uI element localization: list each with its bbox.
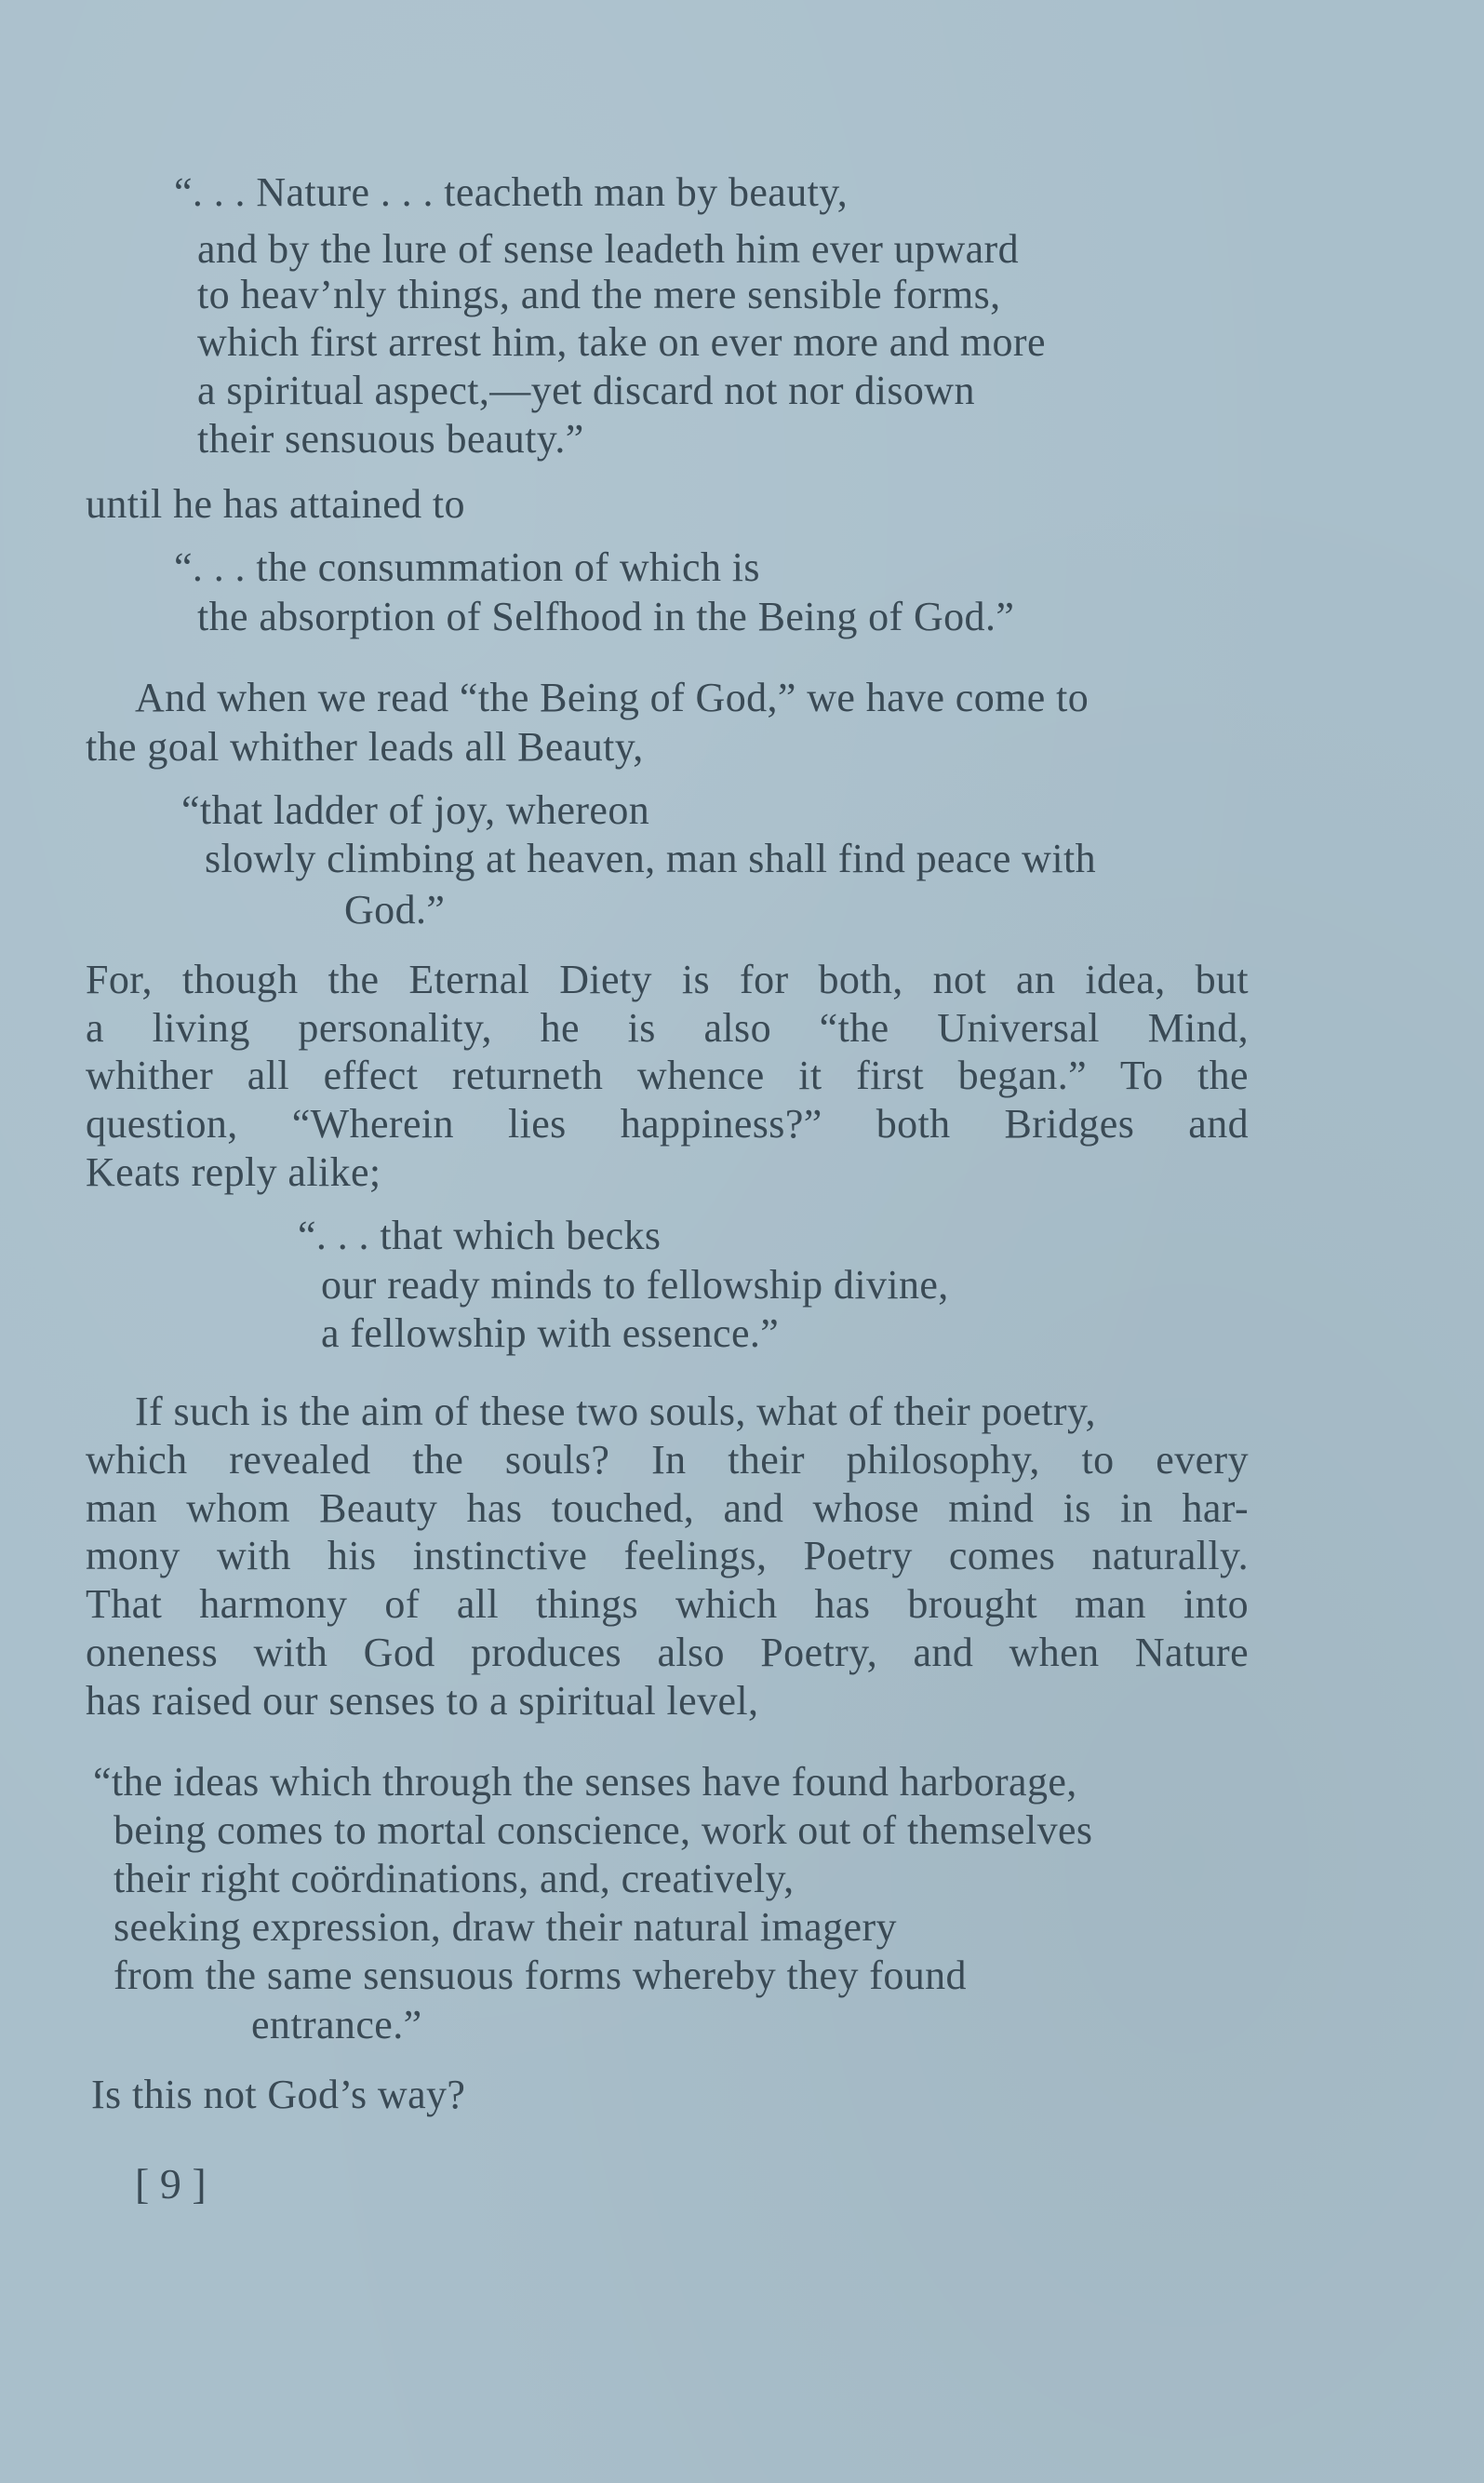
quote5-line: seeking expression, draw their natural imagery xyxy=(114,1904,897,1950)
para1-line: the goal whither leads all Beauty, xyxy=(86,724,644,770)
para2-line: Keats reply alike; xyxy=(86,1149,381,1195)
quote4-line: our ready minds to fellowship divine, xyxy=(321,1262,949,1308)
quote5-line: being comes to mortal conscience, work out of themselves xyxy=(114,1807,1093,1853)
para3-line: That harmony of all things which has brought man into xyxy=(86,1581,1249,1627)
bridge-text: until he has attained to xyxy=(86,481,465,527)
para2-line: whither all effect returneth whence it first began.” To the xyxy=(86,1053,1249,1098)
quote4-line: “. . . that which becks xyxy=(298,1213,662,1258)
quote5-line: entrance.” xyxy=(251,2002,422,2047)
page-number: [ 9 ] xyxy=(135,2160,207,2208)
quote5-line: from the same sensuous forms whereby they found xyxy=(114,1953,967,1998)
quote1-line: and by the lure of sense leadeth him ever upward xyxy=(197,226,1020,272)
para1-line: And when we read “the Being of God,” we have come to xyxy=(135,675,1090,720)
quote1-line: which first arrest him, take on ever more and more xyxy=(197,319,1046,365)
closing-line: Is this not God’s way? xyxy=(91,2072,466,2117)
quote1-line: their sensuous beauty.” xyxy=(197,416,584,462)
para3-line: which revealed the souls? In their philosophy, to every xyxy=(86,1437,1249,1483)
para2-line: question, “Wherein lies happiness?” both Bridges and xyxy=(86,1101,1249,1147)
quote1-line: a spiritual aspect,—yet discard not nor disown xyxy=(197,368,975,413)
quote2-line: “. . . the consummation of which is xyxy=(174,544,760,590)
quote4-line: a fellowship with essence.” xyxy=(321,1310,780,1356)
quote5-line: their right coördinations, and, creatively, xyxy=(114,1856,795,1901)
para2-line: a living personality, he is also “the Universal Mind, xyxy=(86,1005,1249,1051)
para3-line: If such is the aim of these two souls, what of their poetry, xyxy=(135,1389,1096,1434)
quote3-line: “that ladder of joy, whereon xyxy=(181,787,650,833)
quote1-line: “. . . Nature . . . teacheth man by beauty, xyxy=(174,169,849,215)
para3-line: oneness with God produces also Poetry, and when Nature xyxy=(86,1630,1249,1675)
quote1-line: to heav’nly things, and the mere sensible forms, xyxy=(197,272,1001,317)
para3-line: has raised our senses to a spiritual level, xyxy=(86,1678,759,1724)
quote3-line: slowly climbing at heaven, man shall find peace with xyxy=(205,836,1096,881)
para2-line: For, though the Eternal Diety is for both, not an idea, but xyxy=(86,957,1249,1002)
para3-line: man whom Beauty has touched, and whose mind is in har- xyxy=(86,1485,1249,1531)
quote5-line: “the ideas which through the senses have found harborage, xyxy=(93,1759,1077,1805)
quote3-line: God.” xyxy=(344,887,446,933)
para3-line: mony with his instinctive feelings, Poetry comes naturally. xyxy=(86,1533,1249,1578)
quote2-line: the absorption of Selfhood in the Being of God.” xyxy=(197,594,1015,639)
